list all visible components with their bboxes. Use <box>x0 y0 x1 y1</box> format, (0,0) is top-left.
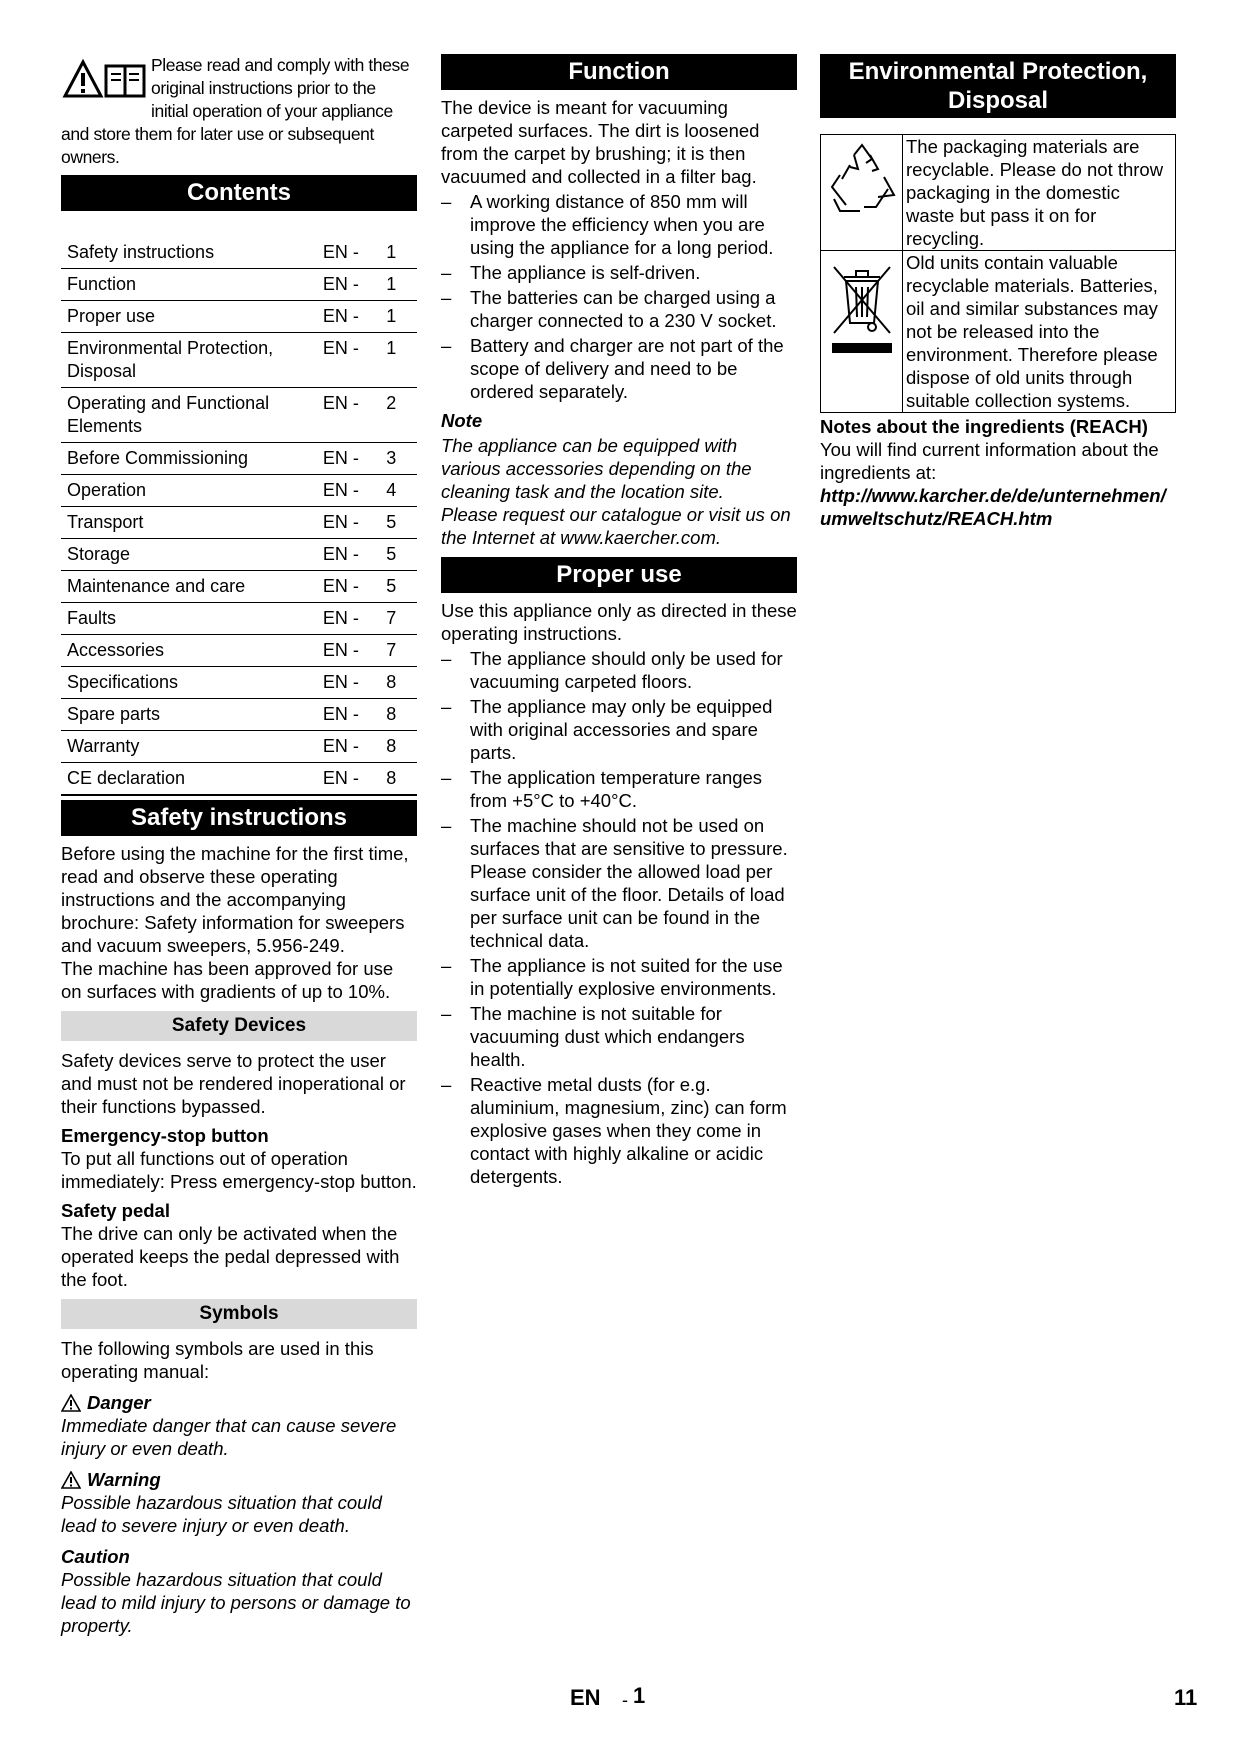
note-text-2: Please request our catalogue or visit us on the Internet at www.kaercher.com. <box>441 504 791 548</box>
footer-language: EN <box>570 1685 601 1710</box>
contents-row-title: Transport <box>61 507 321 539</box>
contents-row-title: Accessories <box>61 635 321 667</box>
warning-text: Possible hazardous situation that could lead to severe injury or even death. <box>61 1492 382 1536</box>
safety-pedal-text: The drive can only be activated when the operated keeps the pedal depressed with the foot. <box>61 1223 400 1290</box>
list-item: – The appliance is self-driven. <box>441 261 797 284</box>
list-item: – The batteries can be charged using a charger connected to a 230 V socket. <box>441 286 797 332</box>
environment-heading: Environmental Protection, Disposal <box>820 54 1176 118</box>
contents-row[interactable] <box>61 603 417 635</box>
contents-row-page: 3 <box>386 443 417 475</box>
recycle-text: The packaging materials are recyclable. Please do not throw packaging in the domestic waste but pass it on for recycling. <box>903 135 1176 251</box>
contents-row[interactable] <box>61 475 417 507</box>
contents-row-title: Faults <box>61 603 321 635</box>
list-item: – A working distance of 850 mm will improve the efficiency when you are using the appliance for a long period. <box>441 190 797 259</box>
safety-heading: Safety instructions <box>61 800 417 836</box>
contents-row-title: Proper use <box>61 301 321 333</box>
contents-row-prefix: EN - <box>321 237 386 269</box>
contents-row-title: CE declaration <box>61 763 321 796</box>
contents-row-page: 8 <box>386 763 417 796</box>
contents-row-prefix: EN - <box>321 699 386 731</box>
contents-row[interactable] <box>61 301 417 333</box>
weee-row <box>821 251 1176 413</box>
contents-row-prefix: EN - <box>321 539 386 571</box>
list-item: – The machine should not be used on surfaces that are sensitive to pressure. Please consider the allowed load per surface unit of the floor. Details of load per surface unit can be found in the technical data. <box>441 814 797 952</box>
contents-row-page: 2 <box>386 388 417 443</box>
contents-row-title: Before Commissioning <box>61 443 321 475</box>
contents-row[interactable] <box>61 443 417 475</box>
warning-triangle-icon <box>61 1471 81 1489</box>
caution-text: Possible hazardous situation that could lead to mild injury to persons or damage to property. <box>61 1569 411 1636</box>
list-item: – The application temperature ranges from +5°C to +40°C. <box>441 766 797 812</box>
contents-row[interactable] <box>61 539 417 571</box>
intro-text: Please read and comply with these original instructions prior to the initial operation of your appliance and store them for later use or subsequent owners. <box>61 55 410 167</box>
contents-heading: Contents <box>61 175 417 211</box>
recycle-icon <box>826 141 898 221</box>
crossed-bin-icon <box>826 257 898 357</box>
contents-row-prefix: EN - <box>321 603 386 635</box>
warning-triangle-icon <box>61 1394 81 1412</box>
reach-text: You will find current information about the ingredients at: <box>820 439 1159 483</box>
contents-row-title: Safety instructions <box>61 237 321 269</box>
symbols-intro: The following symbols are used in this operating manual: <box>61 1338 374 1382</box>
safety-devices-heading: Safety Devices <box>61 1011 417 1041</box>
contents-row[interactable] <box>61 763 417 796</box>
contents-row-prefix: EN - <box>321 269 386 301</box>
contents-row-page: 8 <box>386 667 417 699</box>
contents-row-prefix: EN - <box>321 571 386 603</box>
right-column <box>820 54 1176 530</box>
function-intro: The device is meant for vacuuming carpeted surfaces. The dirt is loosened from the carpet by brushing; it is then vacuumed and collected in a filter bag. <box>441 97 760 187</box>
contents-row-page: 1 <box>386 333 417 388</box>
contents-row-page: 8 <box>386 731 417 763</box>
safety-gradient: The machine has been approved for use on surfaces with gradients of up to 10%. <box>61 958 394 1002</box>
note-label: Note <box>441 410 483 431</box>
contents-row[interactable] <box>61 237 417 269</box>
contents-row-prefix: EN - <box>321 333 386 388</box>
function-heading: Function <box>441 54 797 90</box>
list-item: – Battery and charger are not part of the scope of delivery and need to be ordered separately. <box>441 334 797 403</box>
list-item: – The appliance is not suited for the use in potentially explosive environments. <box>441 954 797 1000</box>
contents-row-prefix: EN - <box>321 475 386 507</box>
contents-row-prefix: EN - <box>321 388 386 443</box>
contents-row-prefix: EN - <box>321 301 386 333</box>
contents-row[interactable] <box>61 571 417 603</box>
contents-row-prefix: EN - <box>321 507 386 539</box>
contents-row-page: 5 <box>386 539 417 571</box>
contents-row[interactable] <box>61 731 417 763</box>
footer-page-label: 1 <box>633 1683 646 1708</box>
contents-row[interactable] <box>61 333 417 388</box>
contents-row[interactable] <box>61 635 417 667</box>
contents-row-prefix: EN - <box>321 667 386 699</box>
contents-row-prefix: EN - <box>321 731 386 763</box>
contents-row-page: 5 <box>386 507 417 539</box>
contents-row-title: Warranty <box>61 731 321 763</box>
symbols-heading: Symbols <box>61 1299 417 1329</box>
contents-row-prefix: EN - <box>321 763 386 796</box>
contents-row-page: 8 <box>386 699 417 731</box>
contents-row-page: 7 <box>386 603 417 635</box>
contents-row-title: Spare parts <box>61 699 321 731</box>
warning-label: Warning <box>61 1468 417 1491</box>
contents-row-title: Function <box>61 269 321 301</box>
safety-devices-text: Safety devices serve to protect the user and must not be rendered inoperational or their functions bypassed. <box>61 1050 406 1117</box>
contents-row-title: Storage <box>61 539 321 571</box>
note-text-1: The appliance can be equipped with various accessories depending on the cleaning task and the location site. <box>441 435 752 502</box>
reach-url-link[interactable]: http://www.karcher.de/de/unternehmen/umweltschutz/REACH.htm <box>820 485 1166 529</box>
list-item: – Reactive metal dusts (for e.g. aluminium, magnesium, zinc) can form explosive gases when they come in contact with highly alkaline or acidic detergents. <box>441 1073 797 1188</box>
proper-use-intro: Use this appliance only as directed in these operating instructions. <box>441 600 797 644</box>
weee-text: Old units contain valuable recyclable materials. Batteries, oil and similar substances may not be released into the environment. Therefore please dispose of old units through suitable collection systems. <box>903 251 1176 413</box>
contents-row-page: 1 <box>386 237 417 269</box>
list-item: – The appliance may only be equipped with original accessories and spare parts. <box>441 695 797 764</box>
emergency-stop-heading: Emergency-stop button <box>61 1125 269 1146</box>
contents-row-title: Operating and Functional Elements <box>61 388 321 443</box>
warning-manual-icon <box>61 58 149 102</box>
contents-row-page: 7 <box>386 635 417 667</box>
proper-use-heading: Proper use <box>441 557 797 593</box>
reach-heading: Notes about the ingredients (REACH) <box>820 416 1148 437</box>
footer-page-number: 11 <box>1174 1685 1198 1710</box>
contents-row-title: Operation <box>61 475 321 507</box>
safety-pedal-heading: Safety pedal <box>61 1200 170 1221</box>
contents-row[interactable] <box>61 507 417 539</box>
middle-column <box>441 54 797 1188</box>
emergency-stop-text: To put all functions out of operation immediately: Press emergency-stop button. <box>61 1148 417 1192</box>
list-item: – The machine is not suitable for vacuuming dust which endangers health. <box>441 1002 797 1071</box>
contents-row-page: 1 <box>386 269 417 301</box>
environment-table <box>820 134 1176 413</box>
contents-row-page: 5 <box>386 571 417 603</box>
contents-row-prefix: EN - <box>321 635 386 667</box>
proper-use-list <box>441 647 797 1188</box>
safety-intro: Before using the machine for the first time, read and observe these operating instructions and the accompanying brochure: Safety information for sweepers and vacuum sweepers, 5.956-249. <box>61 843 409 956</box>
recycle-row <box>821 135 1176 251</box>
left-column <box>61 54 417 1637</box>
footer-dash: - <box>622 1690 628 1710</box>
contents-table <box>61 237 417 796</box>
danger-text: Immediate danger that can cause severe injury or even death. <box>61 1415 397 1459</box>
function-list <box>441 190 797 403</box>
intro-notice <box>61 54 417 169</box>
contents-row[interactable] <box>61 388 417 443</box>
contents-row-page: 4 <box>386 475 417 507</box>
contents-row-prefix: EN - <box>321 443 386 475</box>
list-item: – The appliance should only be used for vacuuming carpeted floors. <box>441 647 797 693</box>
contents-row[interactable] <box>61 269 417 301</box>
contents-row[interactable] <box>61 667 417 699</box>
contents-row-title: Specifications <box>61 667 321 699</box>
danger-label: Danger <box>61 1391 417 1414</box>
contents-row-title: Environmental Protection, Disposal <box>61 333 321 388</box>
contents-row[interactable] <box>61 699 417 731</box>
caution-label: Caution <box>61 1546 130 1567</box>
contents-row-title: Maintenance and care <box>61 571 321 603</box>
contents-row-page: 1 <box>386 301 417 333</box>
